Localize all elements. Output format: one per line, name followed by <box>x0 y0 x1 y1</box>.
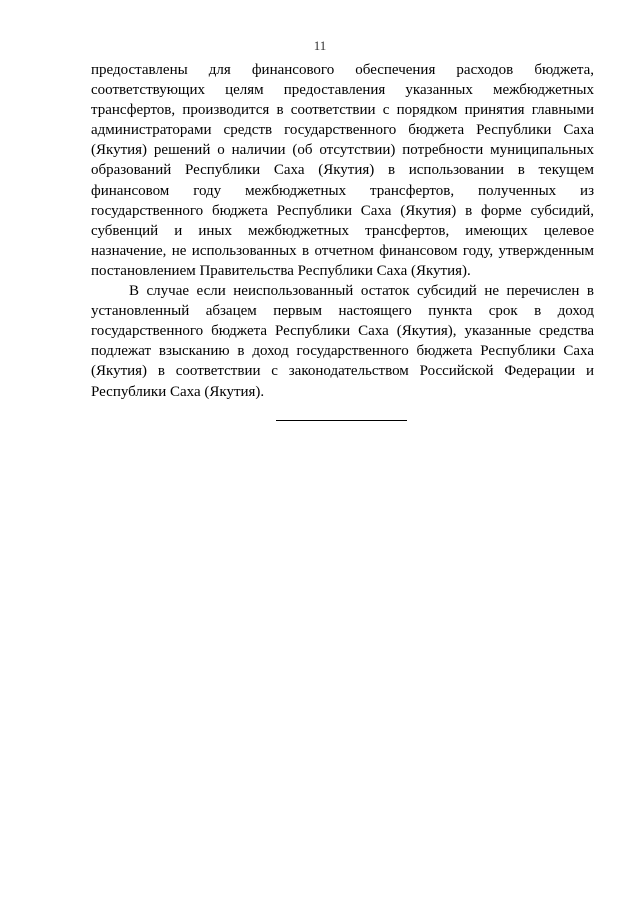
paragraph-unused-subsidy-recovery: В случае если неиспользованный остаток субсидий не перечислен в установленный абзацем первым настоящего пункта срок в доход государственного бюджета Республики Саха (Якутия), указанные средства подлежат взысканию в доход государственного бюджета Республики Саха (Якутия) в соответствии с законодательством Российской Федерации и Республики Саха (Якутия). <box>91 283 594 400</box>
page-number: 11 <box>313 38 327 53</box>
paragraph-continuation: предоставлены для финансового обеспечения расходов бюджета, соответствующих целям предоставления указанных межбюджетных трансфертов, производится в соответствии с порядком принятия главными администраторами средств государственного бюджета Республики Саха (Якутия) решений о наличии (об отсутствии) потребности муниципальных образований Республики Саха (Якутия) в использовании в текущем финансовом году межбюджетных трансфертов, полученных из государственного бюджета Республики Саха (Якутия) в форме субсидий, субвенций и иных межбюджетных трансфертов, имеющих целевое назначение, не использованных в отчетном финансовом году, утвержденным постановлением Правительства Республики Саха (Якутия). <box>91 62 594 279</box>
end-of-document-rule <box>276 420 407 421</box>
document-body <box>91 60 594 402</box>
